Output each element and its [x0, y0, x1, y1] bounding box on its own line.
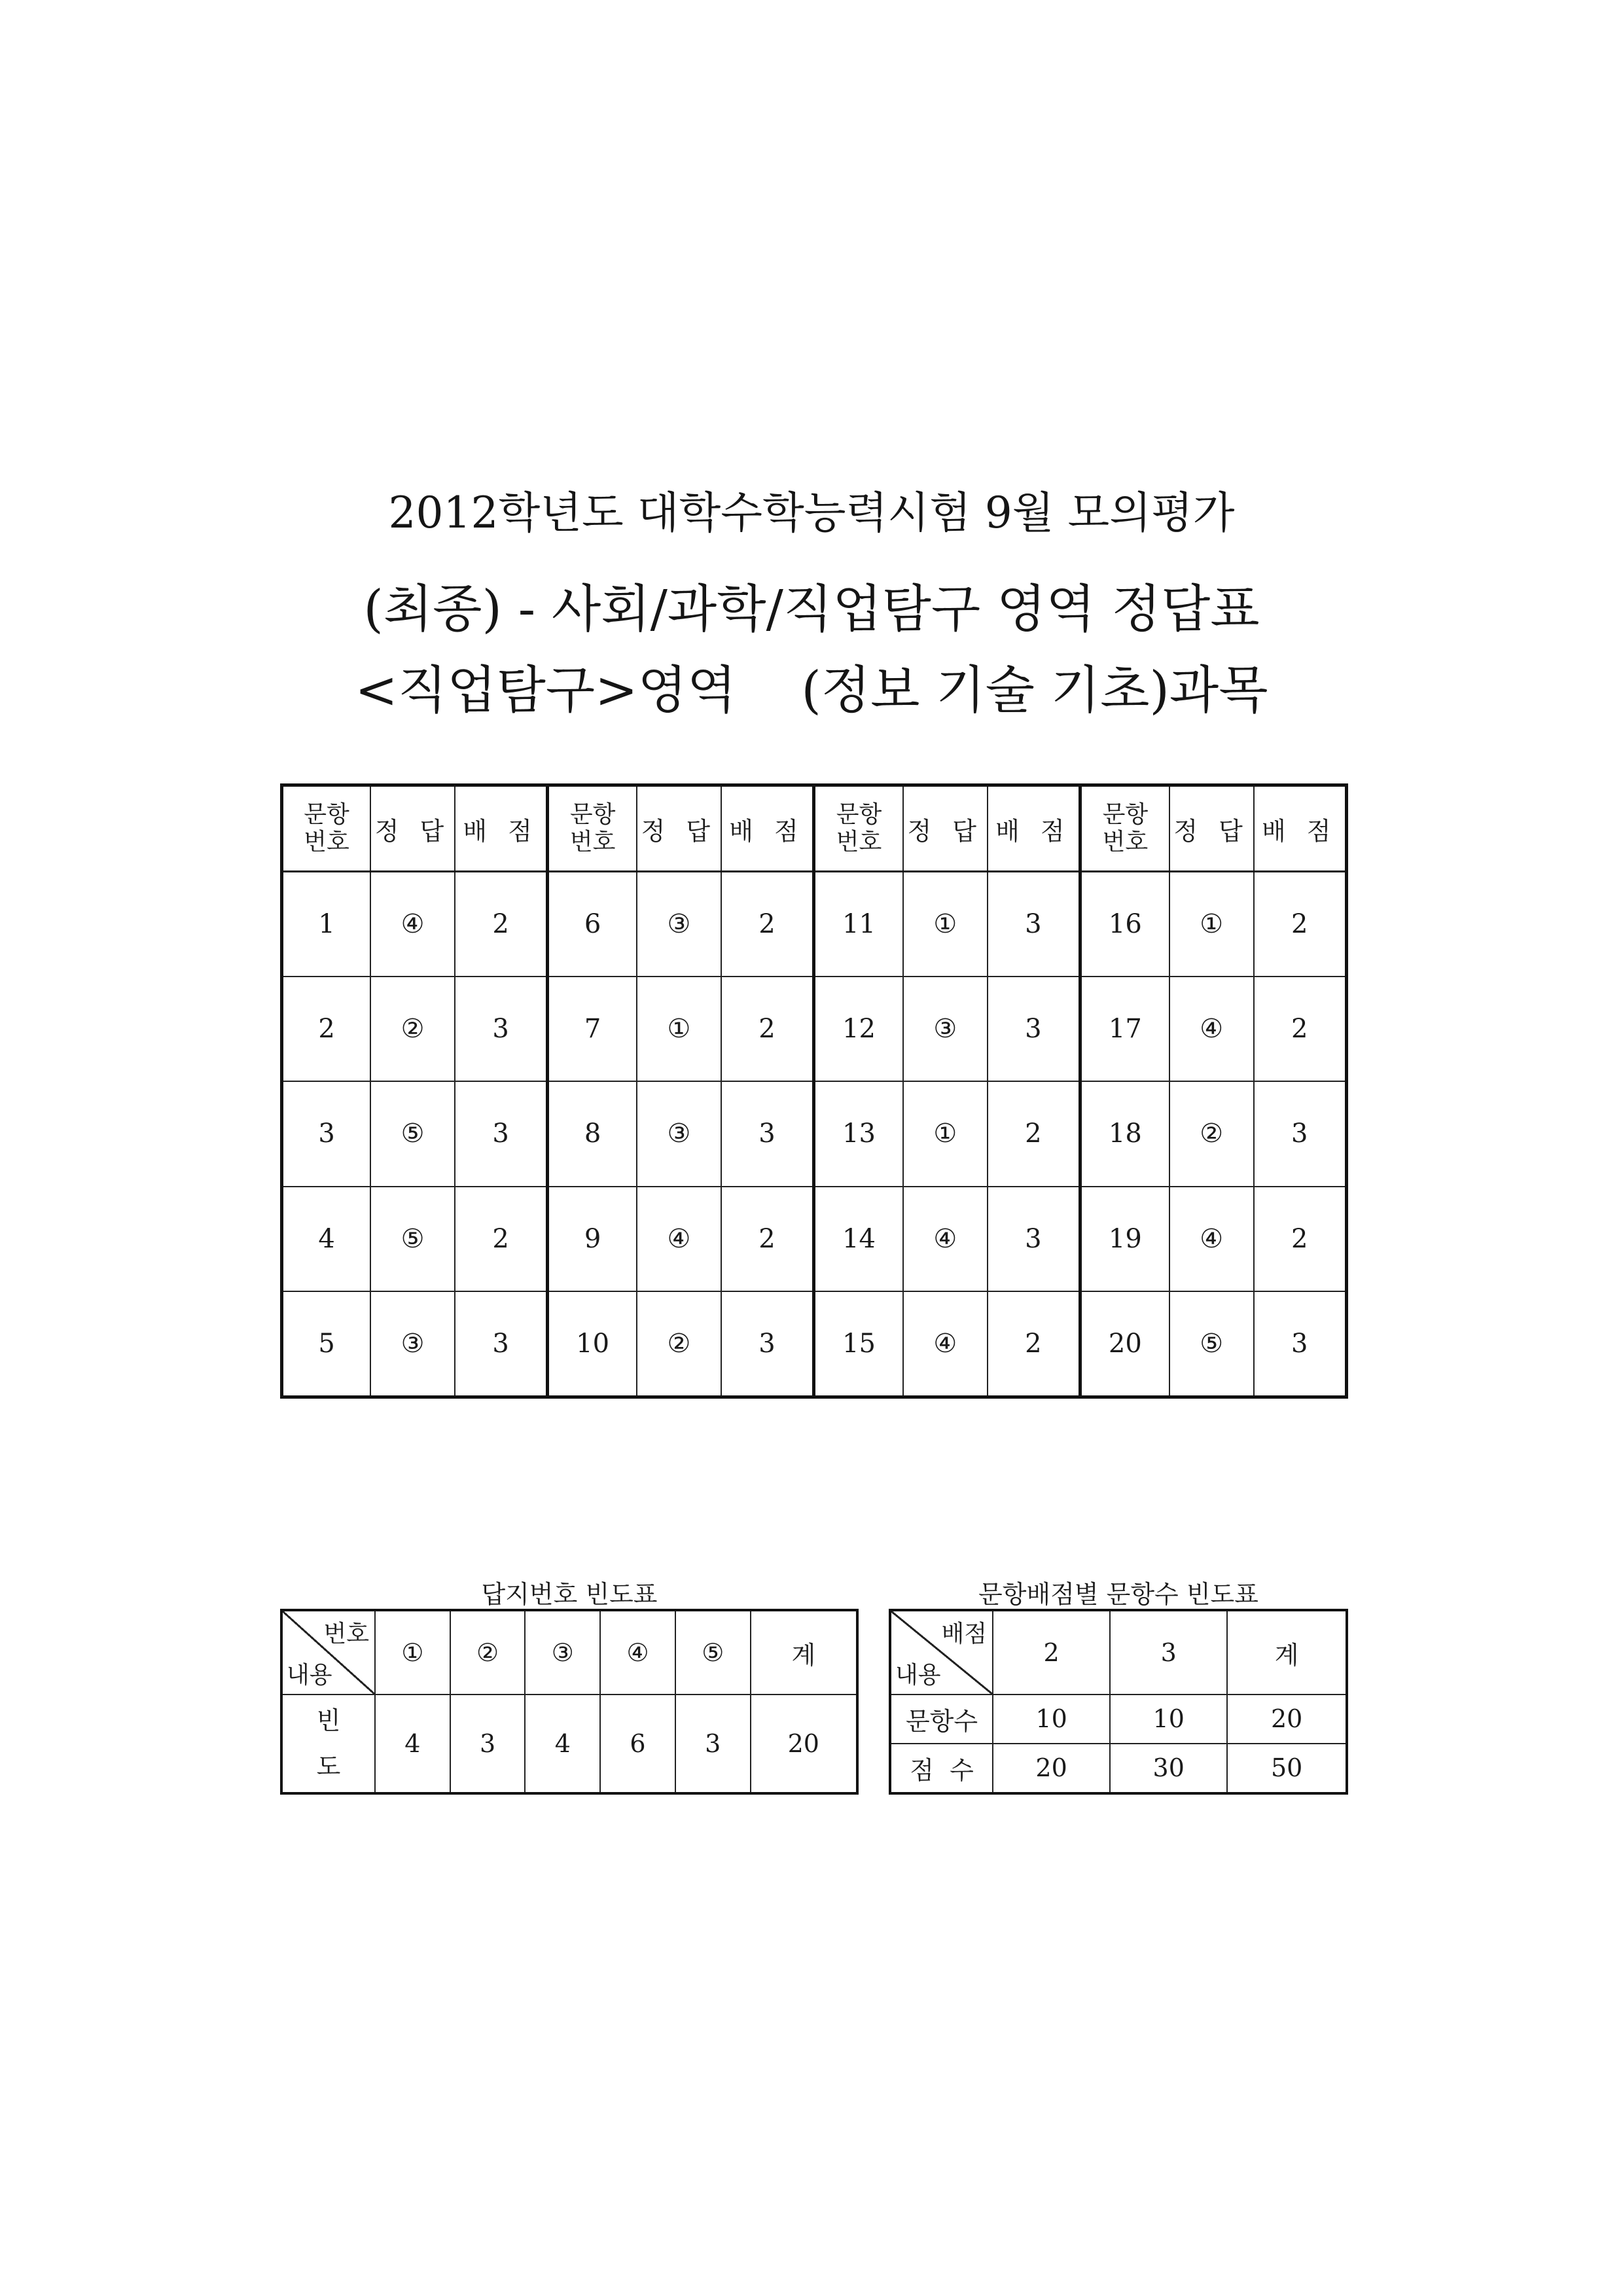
- column-header: ③: [525, 1610, 600, 1695]
- header-answer: 정 답: [637, 785, 721, 872]
- question-number: 1: [282, 872, 371, 977]
- score-value: 20: [993, 1744, 1110, 1793]
- question-number: 2: [282, 977, 371, 1081]
- correct-answer: ②: [637, 1291, 721, 1397]
- column-header: 3: [1110, 1610, 1227, 1695]
- score-value: 10: [1110, 1695, 1227, 1744]
- question-points: 3: [455, 1291, 548, 1397]
- question-number: 14: [814, 1187, 903, 1291]
- correct-answer: ②: [1169, 1081, 1254, 1186]
- correct-answer: ③: [903, 977, 988, 1081]
- score-value: 10: [993, 1695, 1110, 1744]
- correct-answer: ⑤: [370, 1187, 455, 1291]
- correct-answer: ④: [1169, 1187, 1254, 1291]
- row-label: 문항수: [890, 1695, 993, 1744]
- score-frequency-caption: 문항배점별 문항수 빈도표: [978, 1580, 1258, 1609]
- correct-answer: ③: [637, 872, 721, 977]
- question-number: 20: [1080, 1291, 1169, 1397]
- question-points: 2: [988, 1081, 1080, 1186]
- header-num: 문항 번호: [814, 785, 903, 872]
- question-number: 12: [814, 977, 903, 1081]
- question-number: 13: [814, 1081, 903, 1186]
- corner-bottom-label: 내용: [287, 1662, 332, 1689]
- header-points: 배 점: [988, 785, 1080, 872]
- table-row: [281, 1610, 857, 1695]
- row-label: 점 수: [890, 1744, 993, 1793]
- answer-table-header: [282, 785, 1347, 872]
- question-points: 2: [988, 1291, 1080, 1397]
- answer-frequency-caption: 답지번호 빈도표: [481, 1580, 658, 1609]
- column-header: ④: [600, 1610, 675, 1695]
- score-frequency-table: [889, 1609, 1348, 1795]
- table-row: [281, 1695, 857, 1793]
- question-points: 3: [988, 1187, 1080, 1291]
- correct-answer: ②: [370, 977, 455, 1081]
- frequency-value: 20: [751, 1695, 857, 1793]
- question-points: 2: [1254, 977, 1347, 1081]
- table-row: [282, 977, 1347, 1081]
- header-answer: 정 답: [903, 785, 988, 872]
- column-header: ①: [375, 1610, 450, 1695]
- table-row: [282, 1187, 1347, 1291]
- question-number: 10: [548, 1291, 637, 1397]
- header-num: 문항 번호: [548, 785, 637, 872]
- question-points: 2: [721, 872, 814, 977]
- question-number: 11: [814, 872, 903, 977]
- correct-answer: ①: [637, 977, 721, 1081]
- row-label-line: 빈: [316, 1706, 341, 1735]
- row-label-line: 도: [316, 1752, 341, 1781]
- column-header: ⑤: [675, 1610, 751, 1695]
- header-points: 배 점: [455, 785, 548, 872]
- correct-answer: ④: [1169, 977, 1254, 1081]
- column-header: 계: [1227, 1610, 1347, 1695]
- question-points: 3: [455, 977, 548, 1081]
- frequency-value: 3: [450, 1695, 526, 1793]
- question-points: 2: [721, 1187, 814, 1291]
- question-number: 8: [548, 1081, 637, 1186]
- question-points: 3: [988, 872, 1080, 977]
- question-number: 19: [1080, 1187, 1169, 1291]
- header-points: 배 점: [721, 785, 814, 872]
- exam-title: 2012학년도 대학수학능력시험 9월 모의평가: [388, 488, 1235, 538]
- correct-answer: ①: [903, 1081, 988, 1186]
- table-row: [890, 1744, 1347, 1793]
- header-answer: 정 답: [1169, 785, 1254, 872]
- question-number: 16: [1080, 872, 1169, 977]
- question-points: 2: [1254, 872, 1347, 977]
- frequency-value: 4: [525, 1695, 600, 1793]
- question-number: 5: [282, 1291, 371, 1397]
- correct-answer: ④: [903, 1291, 988, 1397]
- header-num: 문항 번호: [1080, 785, 1169, 872]
- corner-top-label: 번호: [323, 1621, 369, 1647]
- question-points: 3: [988, 977, 1080, 1081]
- question-number: 18: [1080, 1081, 1169, 1186]
- corner-top-label: 배점: [941, 1621, 987, 1647]
- score-value: 30: [1110, 1744, 1227, 1793]
- question-points: 2: [721, 977, 814, 1081]
- score-value: 20: [1227, 1695, 1347, 1744]
- header-answer: 정 답: [370, 785, 455, 872]
- column-header: 계: [751, 1610, 857, 1695]
- question-number: 4: [282, 1187, 371, 1291]
- column-header: 2: [993, 1610, 1110, 1695]
- question-number: 7: [548, 977, 637, 1081]
- corner-cell: [281, 1610, 375, 1695]
- question-points: 2: [455, 872, 548, 977]
- question-points: 2: [1254, 1187, 1347, 1291]
- column-header: ②: [450, 1610, 526, 1695]
- table-row: [890, 1610, 1347, 1695]
- question-number: 9: [548, 1187, 637, 1291]
- answer-table: [280, 783, 1348, 1399]
- question-points: 3: [1254, 1081, 1347, 1186]
- corner-bottom-label: 내용: [895, 1662, 941, 1689]
- question-number: 3: [282, 1081, 371, 1186]
- answer-sheet-title: (최종) - 사회/과학/직업탐구 영역 정답표: [363, 580, 1260, 639]
- table-row: [282, 1291, 1347, 1397]
- correct-answer: ①: [1169, 872, 1254, 977]
- question-number: 6: [548, 872, 637, 977]
- question-number: 15: [814, 1291, 903, 1397]
- subject-title: <직업탐구>영역 (정보 기술 기초)과목: [355, 661, 1268, 720]
- frequency-value: 3: [675, 1695, 751, 1793]
- question-points: 3: [721, 1081, 814, 1186]
- frequency-value: 4: [375, 1695, 450, 1793]
- correct-answer: ①: [903, 872, 988, 977]
- correct-answer: ⑤: [370, 1081, 455, 1186]
- correct-answer: ④: [903, 1187, 988, 1291]
- table-row: [282, 1081, 1347, 1186]
- correct-answer: ⑤: [1169, 1291, 1254, 1397]
- answer-frequency-table: [280, 1609, 859, 1795]
- frequency-value: 6: [600, 1695, 675, 1793]
- correct-answer: ③: [637, 1081, 721, 1186]
- correct-answer: ④: [370, 872, 455, 977]
- question-points: 3: [1254, 1291, 1347, 1397]
- question-points: 3: [721, 1291, 814, 1397]
- question-points: 2: [455, 1187, 548, 1291]
- header-num: 문항 번호: [282, 785, 371, 872]
- question-points: 3: [455, 1081, 548, 1186]
- correct-answer: ③: [370, 1291, 455, 1397]
- header-points: 배 점: [1254, 785, 1347, 872]
- correct-answer: ④: [637, 1187, 721, 1291]
- table-row: [282, 872, 1347, 977]
- score-value: 50: [1227, 1744, 1347, 1793]
- corner-cell: [890, 1610, 993, 1695]
- row-label: [281, 1695, 375, 1793]
- question-number: 17: [1080, 977, 1169, 1081]
- table-row: [890, 1695, 1347, 1744]
